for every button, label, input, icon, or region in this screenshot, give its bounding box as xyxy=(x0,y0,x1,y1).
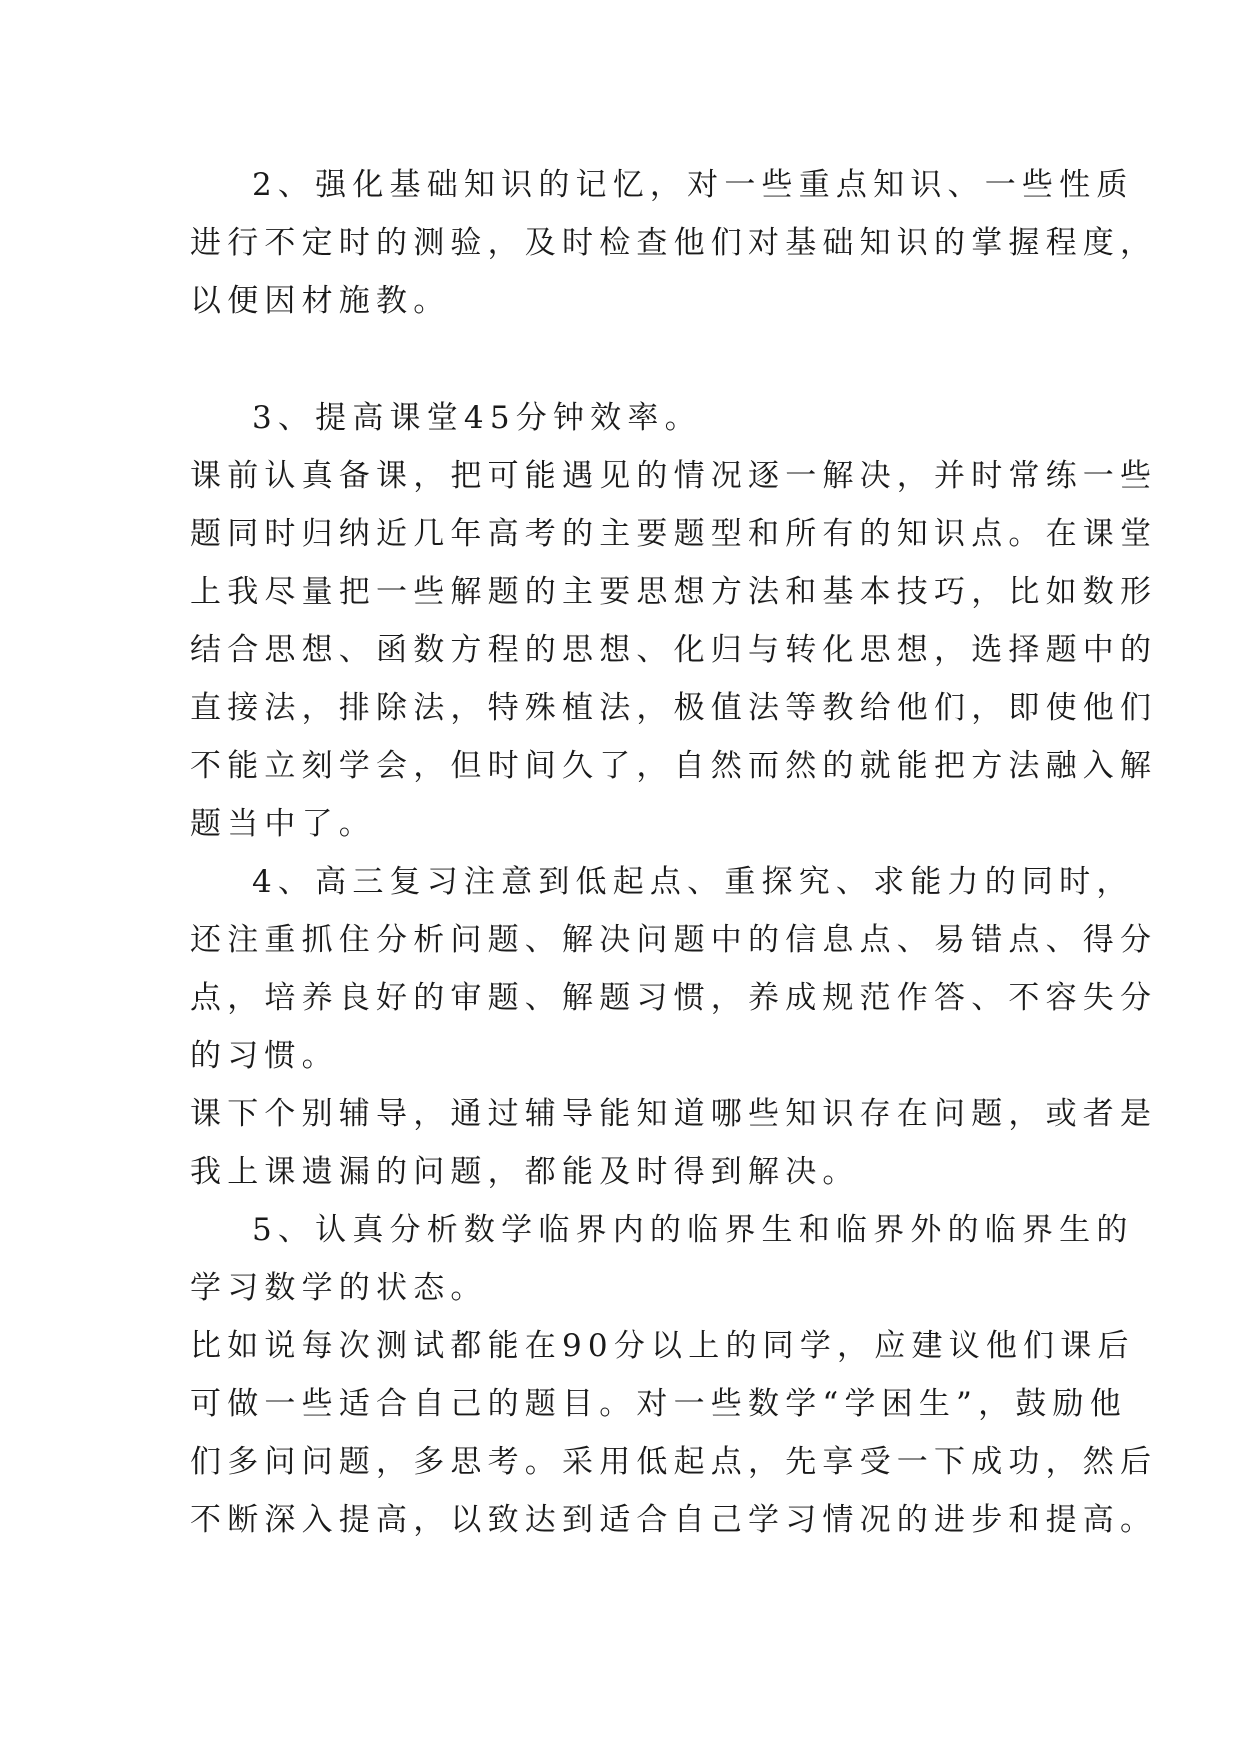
paragraph-5b-line-1: 比如说每次测试都能在90分以上的同学，应建议他们课后 xyxy=(190,1328,1135,1364)
paragraph-4-line-3: 点，培养良好的审题、解题习惯，养成规范作答、不容失分 xyxy=(190,980,1158,1016)
paragraph-2-line-1: 2、强化基础知识的记忆，对一些重点知识、一些性质 xyxy=(252,167,1134,203)
paragraph-5b-line-3: 们多问问题，多思考。采用低起点，先享受一下成功，然后 xyxy=(190,1444,1158,1480)
paragraph-2-line-2: 进行不定时的测验，及时检查他们对基础知识的掌握程度， xyxy=(190,225,1158,261)
paragraph-3-line-2: 题同时归纳近几年高考的主要题型和所有的知识点。在课堂 xyxy=(190,516,1158,552)
paragraph-3-heading: 3、提高课堂45分钟效率。 xyxy=(252,400,702,436)
paragraph-3-line-3: 上我尽量把一些解题的主要思想方法和基本技巧，比如数形 xyxy=(190,574,1158,610)
paragraph-4-line-1: 4、高三复习注意到低起点、重探究、求能力的同时， xyxy=(252,864,1134,900)
paragraph-5-line-2: 学习数学的状态。 xyxy=(190,1270,488,1306)
paragraph-3-line-4: 结合思想、函数方程的思想、化归与转化思想，选择题中的 xyxy=(190,632,1158,668)
paragraph-3-line-1: 课前认真备课，把可能遇见的情况逐一解决，并时常练一些 xyxy=(190,458,1158,494)
paragraph-4b-line-2: 我上课遗漏的问题，都能及时得到解决。 xyxy=(190,1154,860,1190)
paragraph-4-line-4: 的习惯。 xyxy=(190,1038,339,1074)
paragraph-2-line-3: 以便因材施教。 xyxy=(190,283,451,319)
paragraph-4b-line-1: 课下个别辅导，通过辅导能知道哪些知识存在问题，或者是 xyxy=(190,1096,1158,1132)
paragraph-3-line-7: 题当中了。 xyxy=(190,806,376,842)
paragraph-4-line-2: 还注重抓住分析问题、解决问题中的信息点、易错点、得分 xyxy=(190,922,1158,958)
paragraph-3-line-6: 不能立刻学会，但时间久了，自然而然的就能把方法融入解 xyxy=(190,748,1158,784)
paragraph-5b-line-4: 不断深入提高，以致达到适合自己学习情况的进步和提高。 xyxy=(190,1502,1158,1538)
paragraph-5b-line-2: 可做一些适合自己的题目。对一些数学“学困生”，鼓励他 xyxy=(190,1386,1127,1422)
paragraph-3-line-5: 直接法，排除法，特殊植法，极值法等教给他们，即使他们 xyxy=(190,690,1158,726)
paragraph-5-line-1: 5、认真分析数学临界内的临界生和临界外的临界生的 xyxy=(252,1212,1134,1248)
